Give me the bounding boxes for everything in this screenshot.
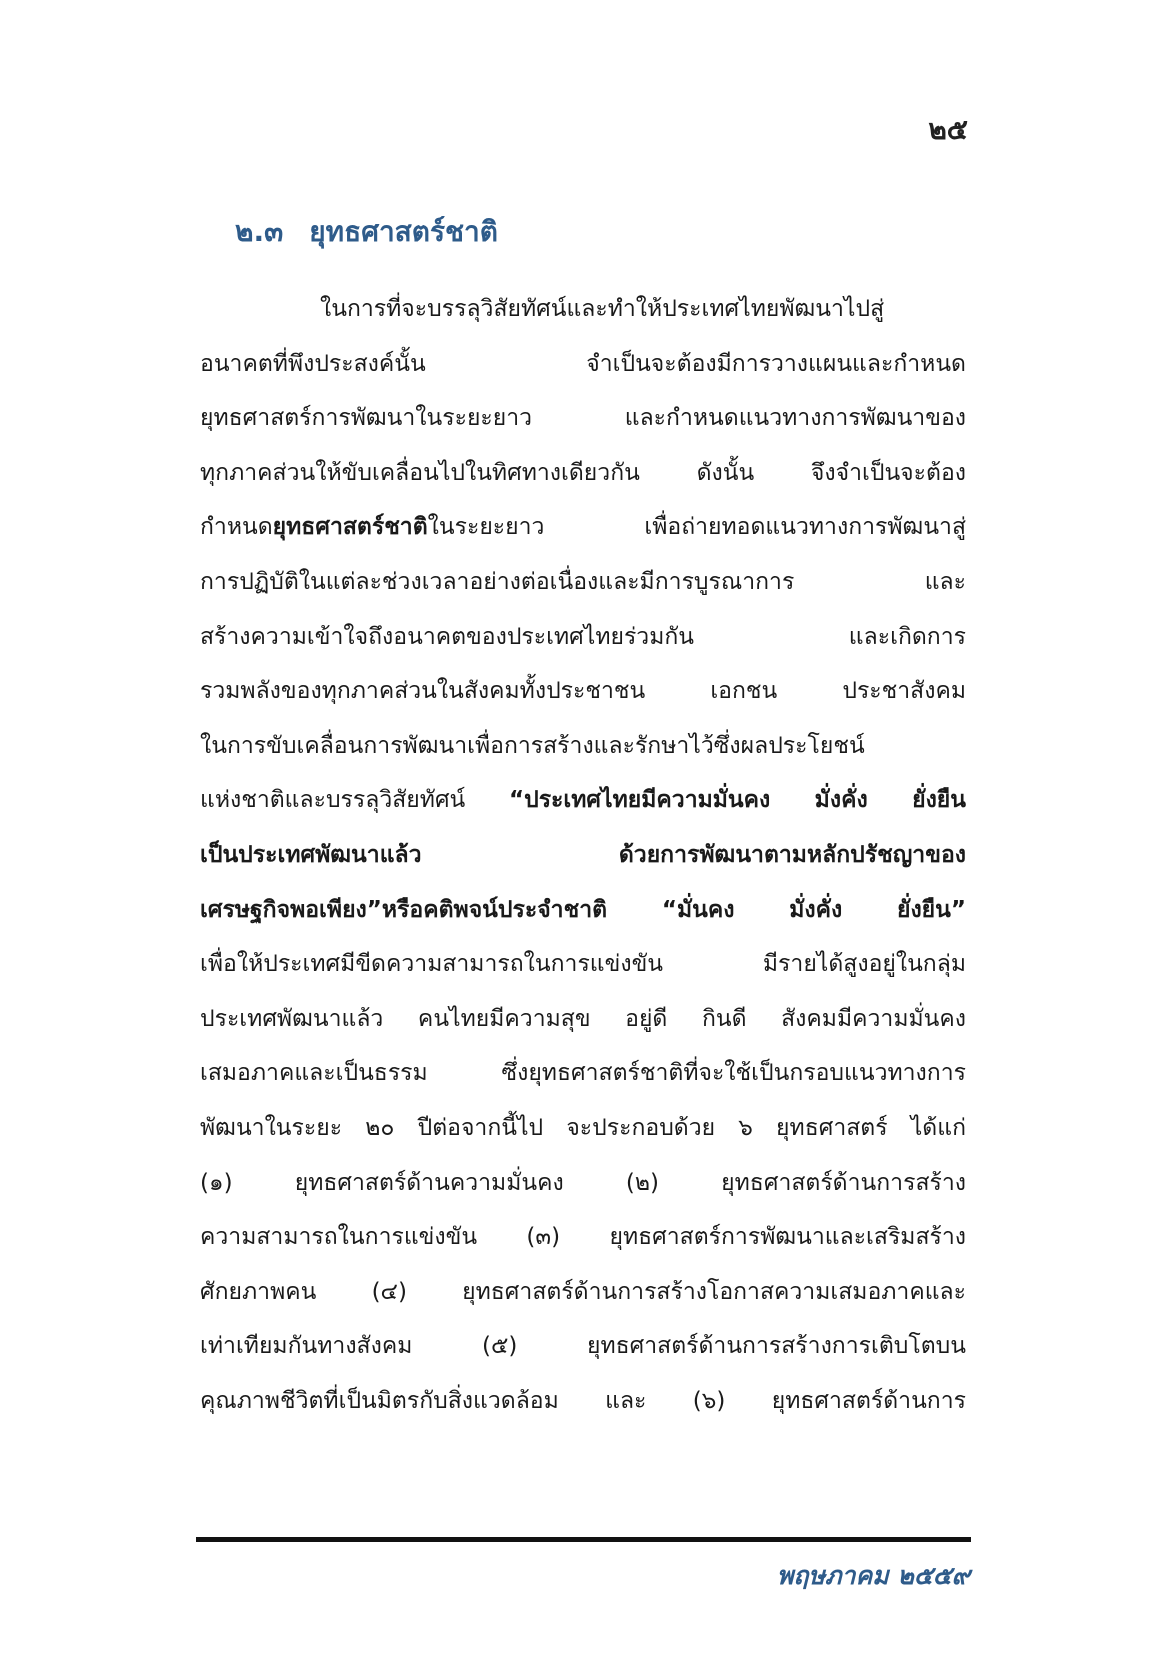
body-line: ในการขับเคลื่อนการพัฒนาเพื่อการสร้างและรักษาไว้ซึ่งผลประโยชน์ bbox=[200, 732, 865, 759]
body-line: เพื่อให้ประเทศมีขีดความสามารถในการแข่งขัน มีรายได้สูงอยู่ในกลุ่ม bbox=[200, 951, 966, 978]
footer-date: พฤษภาคม ๒๕๕๙ bbox=[776, 1561, 970, 1590]
body-line: คุณภาพชีวิตที่เป็นมิตรกับสิ่งแวดล้อม และ (๖) ยุทธศาสตร์ด้านการ bbox=[200, 1387, 966, 1414]
body-line: เท่าเทียมกันทางสังคม (๕) ยุทธศาสตร์ด้านการสร้างการเติบโตบน bbox=[200, 1333, 966, 1360]
body-line: อนาคตที่พึงประสงค์นั้น จำเป็นจะต้องมีการวางแผนและกำหนด bbox=[200, 350, 966, 377]
body-text bbox=[200, 282, 966, 1428]
body-line-text: แห่งชาติและบรรลุวิสัยทัศน์ bbox=[200, 787, 509, 814]
body-line bbox=[200, 883, 966, 938]
body-line bbox=[200, 773, 966, 828]
body-line-bold: เป็นประเทศพัฒนาแล้ว ด้วยการพัฒนาตามหลักปรัชญาของ bbox=[200, 841, 966, 868]
body-line-bold: ยุทธศาสตร์ชาติ bbox=[272, 514, 428, 541]
body-line-text: กำหนด bbox=[200, 514, 273, 541]
section-heading bbox=[235, 210, 498, 254]
body-line: (๑) ยุทธศาสตร์ด้านความมั่นคง (๒) ยุทธศาสตร์ด้านการสร้าง bbox=[200, 1169, 966, 1196]
body-line: พัฒนาในระยะ ๒๐ ปีต่อจากนี้ไป จะประกอบด้วย ๖ ยุทธศาสตร์ ได้แก่ bbox=[200, 1114, 966, 1141]
body-line-text: ในระยะยาว เพื่อถ่ายทอดแนวทางการพัฒนาสู่ bbox=[427, 514, 966, 541]
body-line: สร้างความเข้าใจถึงอนาคตของประเทศไทยร่วมกัน และเกิดการ bbox=[200, 623, 966, 650]
body-line-bold: เศรษฐกิจพอเพียง”หรือคติพจน์ประจำชาติ “มั่นคง มั่งคั่ง ยั่งยืน” bbox=[200, 896, 966, 923]
body-line: ทุกภาคส่วนให้ขับเคลื่อนไปในทิศทางเดียวกัน ดังนั้น จึงจำเป็นจะต้อง bbox=[200, 459, 966, 486]
body-line: ศักยภาพคน (๔) ยุทธศาสตร์ด้านการสร้างโอกาสความเสมอภาคและ bbox=[200, 1278, 966, 1305]
body-line: ความสามารถในการแข่งขัน (๓) ยุทธศาสตร์การพัฒนาและเสริมสร้าง bbox=[200, 1224, 966, 1251]
body-line bbox=[200, 828, 966, 883]
body-line: การปฏิบัติในแต่ละช่วงเวลาอย่างต่อเนื่องและมีการบูรณาการ และ bbox=[200, 568, 966, 595]
body-line: เสมอภาคและเป็นธรรม ซึ่งยุทธศาสตร์ชาติที่จะใช้เป็นกรอบแนวทางการ bbox=[200, 1060, 966, 1087]
body-line-bold: “ประเทศไทยมีความมั่นคง มั่งคั่ง ยั่งยืน bbox=[508, 787, 967, 814]
section-number: ๒.๓ bbox=[235, 215, 284, 248]
body-line: ประเทศพัฒนาแล้ว คนไทยมีความสุข อยู่ดี กินดี สังคมมีความมั่นคง bbox=[200, 1005, 966, 1032]
body-line: ยุทธศาสตร์การพัฒนาในระยะยาว และกำหนดแนวทางการพัฒนาของ bbox=[200, 405, 966, 432]
body-line: ในการที่จะบรรลุวิสัยทัศน์และทำให้ประเทศไทยพัฒนาไปสู่ bbox=[320, 296, 885, 322]
page-number: ๒๕ bbox=[928, 113, 968, 146]
body-line bbox=[200, 500, 966, 555]
section-title: ยุทธศาสตร์ชาติ bbox=[309, 215, 498, 248]
footer-rule bbox=[196, 1537, 971, 1542]
body-line: รวมพลังของทุกภาคส่วนในสังคมทั้งประชาชน เอกชน ประชาสังคม bbox=[200, 678, 966, 705]
